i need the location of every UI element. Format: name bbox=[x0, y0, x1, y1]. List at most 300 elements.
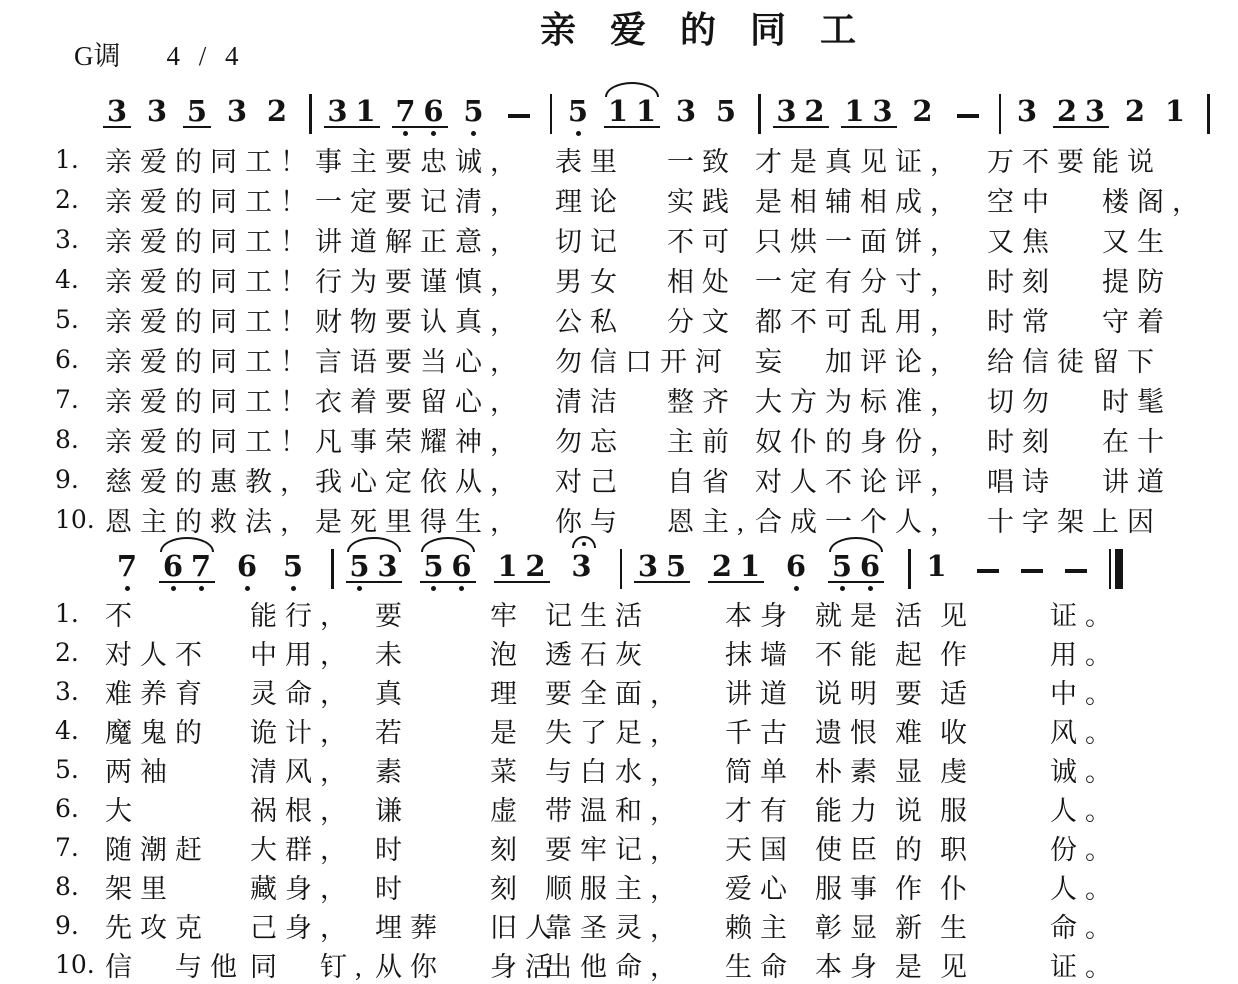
lyric-segment: 亲爱的同工！衣着要留心， bbox=[105, 386, 525, 417]
lyric-segment: 灵命， bbox=[250, 679, 355, 709]
octave-dot bbox=[460, 128, 488, 139]
slur-arc bbox=[829, 537, 883, 552]
octave-dot-empty bbox=[909, 128, 937, 139]
jianpu-note: 6 bbox=[236, 549, 258, 583]
octave-dot bbox=[279, 583, 307, 594]
note-row bbox=[604, 96, 660, 128]
jianpu-note: 1 bbox=[926, 549, 947, 583]
lyric-segment: 生 bbox=[940, 913, 975, 943]
lyric-segment: 时髦 bbox=[1102, 386, 1172, 417]
verse-row bbox=[0, 259, 1238, 299]
jianpu-note: 5 bbox=[831, 549, 853, 583]
lyric-segment: 作 bbox=[895, 874, 930, 904]
verse-row bbox=[0, 419, 1238, 459]
lyric-segment: 旧人 bbox=[490, 913, 560, 943]
lyric-segment: 出他命， bbox=[545, 952, 685, 982]
lyric-segment: 要全面， bbox=[545, 679, 685, 709]
note-row bbox=[708, 551, 764, 583]
lyric-segment: 作 bbox=[940, 640, 975, 670]
lyric-segment: 万不要能说 bbox=[987, 146, 1162, 177]
note-group bbox=[923, 539, 951, 594]
note-row bbox=[279, 551, 307, 583]
note-row bbox=[773, 96, 829, 128]
jianpu-note: 3 bbox=[872, 94, 893, 128]
lyric-segment: 生命 bbox=[725, 952, 795, 982]
lyric-segment: 失了足， bbox=[545, 718, 685, 748]
lyric-segment: 提防 bbox=[1102, 266, 1172, 297]
verse-number: 9. bbox=[55, 464, 79, 494]
note-group bbox=[564, 84, 592, 139]
verse-number: 7. bbox=[55, 833, 79, 862]
lyric-segment: 从你 bbox=[375, 952, 445, 982]
octave-dot-row bbox=[564, 128, 592, 139]
verse-row bbox=[0, 945, 1238, 984]
jianpu-note: 1 bbox=[355, 94, 376, 128]
lyric-segment: 时常 bbox=[987, 306, 1057, 337]
octave-dot bbox=[159, 583, 187, 594]
octave-dot-row bbox=[568, 583, 596, 594]
jianpu-note: 5 bbox=[423, 549, 444, 583]
note-group bbox=[279, 539, 307, 594]
lyric-segment: 整齐 bbox=[667, 386, 737, 417]
octave-dot bbox=[233, 583, 261, 594]
octave-dot-row bbox=[782, 583, 810, 594]
lyric-segment: 相处 bbox=[667, 266, 737, 297]
octave-dot bbox=[392, 128, 420, 139]
note-group bbox=[159, 539, 215, 594]
lyric-segment: 大群， bbox=[250, 835, 355, 865]
lyric-segment: 亲爱的同工！讲道解正意， bbox=[105, 226, 525, 257]
note-group bbox=[392, 84, 448, 139]
melody-line-2 bbox=[113, 539, 1238, 594]
verse-row bbox=[0, 139, 1238, 179]
jianpu-note: 3 bbox=[568, 551, 596, 581]
octave-dot bbox=[782, 583, 810, 594]
lyric-segment: 勿忘 bbox=[555, 426, 625, 457]
octave-dot-row bbox=[1161, 128, 1189, 139]
slur-arc bbox=[347, 537, 401, 552]
slur-arc bbox=[160, 537, 214, 552]
song-title: 亲爱的同工 bbox=[540, 10, 891, 50]
octave-dot-empty bbox=[103, 128, 131, 139]
octave-dot-empty bbox=[672, 128, 700, 139]
lyric-segment: 职 bbox=[940, 835, 975, 865]
octave-dot-empty bbox=[223, 128, 251, 139]
lyric-segment: 谦 bbox=[375, 796, 410, 826]
lyric-segment: 活 bbox=[895, 601, 930, 631]
octave-dot-row bbox=[1121, 128, 1149, 139]
octave-dot-row bbox=[828, 583, 884, 594]
jianpu-note: 1 bbox=[739, 549, 761, 583]
jianpu-note: 3 bbox=[377, 549, 398, 583]
lyric-segment: 若 bbox=[375, 718, 410, 748]
lyric-segment: 奴仆的身份， bbox=[755, 426, 965, 457]
lyric-segment: 妄 加评论， bbox=[755, 346, 965, 377]
octave-dot-empty bbox=[1013, 128, 1041, 139]
verse-number: 8. bbox=[55, 424, 79, 454]
lyric-segment: 空中 bbox=[987, 186, 1057, 217]
note-row bbox=[346, 551, 402, 583]
lyric-segment: 实践 bbox=[667, 186, 737, 217]
lyric-segment: 藏身， bbox=[250, 874, 355, 904]
lyric-segment: 只烘一面饼， bbox=[755, 226, 965, 257]
lyric-segment: 主前 bbox=[667, 426, 737, 457]
note-row bbox=[103, 96, 131, 128]
note-row bbox=[392, 96, 448, 128]
lyric-segment: 爱心 bbox=[725, 874, 795, 904]
octave-dot-row bbox=[183, 128, 211, 139]
jianpu-note: 6 bbox=[162, 549, 184, 583]
octave-dot-row bbox=[143, 128, 171, 139]
octave-dot-row bbox=[113, 583, 141, 594]
octave-dot bbox=[564, 128, 592, 139]
final-barline bbox=[1109, 549, 1124, 589]
octave-dot-empty bbox=[1121, 128, 1149, 139]
key-signature: G调 bbox=[74, 41, 121, 71]
octave-dot-row bbox=[923, 583, 951, 594]
lyric-segment: 诚。 bbox=[1050, 757, 1120, 787]
octave-dot bbox=[420, 583, 448, 594]
verse-row bbox=[0, 179, 1238, 219]
octave-dot-empty bbox=[634, 583, 662, 594]
jianpu-note: 5 bbox=[665, 549, 687, 583]
lyric-segment: 真 bbox=[375, 679, 410, 709]
verse-number: 2. bbox=[55, 638, 79, 667]
lyric-segment: 切勿 bbox=[987, 386, 1057, 417]
octave-dot-empty bbox=[263, 128, 291, 139]
jianpu-note: 7 bbox=[116, 549, 138, 583]
lyric-segment: 又焦 bbox=[987, 226, 1057, 257]
octave-dot-empty bbox=[604, 128, 632, 139]
octave-dot-row bbox=[103, 128, 131, 139]
lyric-segment: 适 bbox=[940, 679, 975, 709]
barline bbox=[309, 94, 312, 134]
lyric-segment: 时 bbox=[375, 835, 410, 865]
verse-row bbox=[0, 499, 1238, 539]
lyric-segment: 亲爱的同工！行为要谨慎， bbox=[105, 266, 525, 297]
lyric-segment: 大方为标准， bbox=[755, 386, 965, 417]
lyric-segment: 给信徒留下 bbox=[987, 346, 1162, 377]
jianpu-note: 2 bbox=[1056, 94, 1078, 128]
octave-dot-row bbox=[279, 583, 307, 594]
octave-dot-row bbox=[233, 583, 261, 594]
lyric-segment: 对己 bbox=[555, 466, 625, 497]
verse-number: 2. bbox=[55, 184, 79, 214]
octave-dot-row bbox=[494, 583, 550, 594]
lyric-segment: 是相辅相成， bbox=[755, 186, 965, 217]
verse-number: 1. bbox=[55, 599, 79, 628]
note-row bbox=[1161, 96, 1189, 128]
note-group bbox=[183, 84, 211, 139]
time-signature: 4 / 4 bbox=[166, 41, 245, 71]
lyric-segment: 随潮赶 bbox=[105, 835, 210, 865]
lyric-segment: 时刻 bbox=[987, 266, 1057, 297]
note-row bbox=[568, 551, 596, 583]
jianpu-note: 5 bbox=[282, 549, 304, 583]
octave-dot-empty bbox=[708, 583, 736, 594]
octave-dot-empty bbox=[841, 128, 869, 139]
lyric-segment: 能力 bbox=[815, 796, 885, 826]
note-row bbox=[672, 96, 700, 128]
verse-number: 5. bbox=[55, 304, 79, 334]
note-row bbox=[233, 551, 261, 583]
jianpu-note: 2 bbox=[266, 94, 288, 128]
verse-number: 3. bbox=[55, 677, 79, 706]
jianpu-note: 5 bbox=[463, 94, 484, 128]
lyric-segment: 起 bbox=[895, 640, 930, 670]
lyric-segment: 大 bbox=[105, 796, 140, 826]
note-group bbox=[782, 539, 810, 594]
note-group bbox=[103, 84, 131, 139]
lyric-segment: 中用， bbox=[250, 640, 355, 670]
jianpu-note: 3 bbox=[637, 549, 659, 583]
lyric-segment: 彰显 bbox=[815, 913, 885, 943]
octave-dot-empty bbox=[1081, 128, 1109, 139]
lyric-segment: 才有 bbox=[725, 796, 795, 826]
note-row bbox=[634, 551, 690, 583]
note-row bbox=[828, 551, 884, 583]
octave-dot bbox=[420, 128, 448, 139]
jianpu-note: 2 bbox=[1124, 94, 1146, 128]
lyric-segment: 亲爱的同工！财物要认真， bbox=[105, 306, 525, 337]
lyric-segment: 份。 bbox=[1050, 835, 1120, 865]
lyric-segment: 人。 bbox=[1050, 874, 1120, 904]
lyric-segment: 收 bbox=[940, 718, 975, 748]
jianpu-note: 1 bbox=[497, 549, 518, 583]
note-group bbox=[460, 84, 488, 139]
lyric-segment: 楼阁， bbox=[1102, 186, 1207, 217]
lyric-segment: 赖主 bbox=[725, 913, 795, 943]
lyric-segment: 能行， bbox=[250, 601, 355, 631]
jianpu-note: 2 bbox=[711, 549, 733, 583]
note-group bbox=[672, 84, 700, 139]
lyric-segment: 证。 bbox=[1050, 952, 1120, 982]
octave-dot-empty bbox=[923, 583, 951, 594]
lyric-segment: 对人不论评， bbox=[755, 466, 965, 497]
lyric-segment: 一定有分寸， bbox=[755, 266, 965, 297]
verse-row bbox=[0, 672, 1238, 711]
note-row bbox=[143, 96, 171, 128]
lyric-segment: 公私 bbox=[555, 306, 625, 337]
lyric-segment: 抹墙 bbox=[725, 640, 795, 670]
lyric-segment: 服 bbox=[940, 796, 975, 826]
jianpu-note: 3 bbox=[226, 94, 248, 128]
verse-row bbox=[0, 828, 1238, 867]
octave-dot-row bbox=[420, 583, 476, 594]
note-row bbox=[460, 96, 488, 128]
lyric-segment: 要 bbox=[895, 679, 930, 709]
final-barline-thin bbox=[1109, 549, 1112, 589]
verse-number: 4. bbox=[55, 264, 79, 294]
verse-number: 9. bbox=[55, 911, 79, 940]
jianpu-note: 7 bbox=[395, 94, 416, 128]
lyric-segment: 要牢记， bbox=[545, 835, 685, 865]
jianpu-note: 5 bbox=[567, 94, 589, 128]
barline bbox=[620, 549, 623, 589]
lyric-segment: 刻 bbox=[490, 835, 525, 865]
final-barline-thick bbox=[1115, 549, 1123, 589]
lyric-segment: 亲爱的同工！凡事荣耀神， bbox=[105, 426, 525, 457]
lyric-segment: 诡计， bbox=[250, 718, 355, 748]
jianpu-note: 3 bbox=[1084, 94, 1106, 128]
note-group bbox=[324, 84, 380, 139]
lyric-segment: 一致 bbox=[667, 146, 737, 177]
lyric-segment: 虔 bbox=[940, 757, 975, 787]
jianpu-note: 6 bbox=[785, 549, 807, 583]
note-group bbox=[263, 84, 291, 139]
note-group bbox=[1161, 84, 1189, 139]
lyric-segment: 天国 bbox=[725, 835, 795, 865]
note-row bbox=[324, 96, 380, 128]
lyric-segment: 中。 bbox=[1050, 679, 1120, 709]
barline bbox=[758, 94, 761, 134]
lyric-segment: 己身， bbox=[250, 913, 355, 943]
lyric-segment: 亲爱的同工！一定要记清， bbox=[105, 186, 525, 217]
octave-dot-empty bbox=[183, 128, 211, 139]
jianpu-note: 6 bbox=[451, 549, 472, 583]
jianpu-note: 1 bbox=[844, 94, 865, 128]
barline bbox=[331, 549, 334, 589]
octave-dot-row bbox=[634, 583, 690, 594]
lyric-segment: 见 bbox=[940, 952, 975, 982]
lyric-segment: 透石灰 bbox=[545, 640, 650, 670]
jianpu-note: 3 bbox=[675, 94, 697, 128]
lyric-segment: 见 bbox=[940, 601, 975, 631]
lyric-segment: 男女 bbox=[555, 266, 625, 297]
octave-dot-empty bbox=[324, 128, 352, 139]
lyric-segment: 才是真见证， bbox=[755, 146, 965, 177]
lyric-segment: 恩主的救法，是死里得生， bbox=[105, 506, 525, 537]
verse-number: 7. bbox=[55, 384, 79, 414]
octave-dot-empty bbox=[143, 128, 171, 139]
lyric-segment: 难 bbox=[895, 718, 930, 748]
note-group bbox=[346, 539, 402, 594]
lyric-segment: 证。 bbox=[1050, 601, 1120, 631]
note-row bbox=[712, 96, 740, 128]
lyric-segment: 刻 bbox=[490, 874, 525, 904]
lyric-segment: 埋葬 bbox=[375, 913, 445, 943]
octave-dot bbox=[856, 583, 884, 594]
jianpu-note: 3 bbox=[106, 94, 128, 128]
lyric-segment: 千古 bbox=[725, 718, 795, 748]
verse-row bbox=[0, 379, 1238, 419]
note-group bbox=[223, 84, 251, 139]
lyric-segment: 说 bbox=[895, 796, 930, 826]
verses-section-1 bbox=[0, 139, 1238, 539]
lyric-segment: 魔鬼的 bbox=[105, 718, 210, 748]
note-group bbox=[634, 539, 690, 594]
lyric-segment: 说明 bbox=[815, 679, 885, 709]
note-row bbox=[1013, 96, 1041, 128]
duration-dash bbox=[1065, 569, 1087, 573]
octave-dot-empty bbox=[773, 128, 801, 139]
page-header bbox=[0, 0, 1238, 84]
barline bbox=[550, 94, 553, 134]
lyric-segment: 牢 bbox=[490, 601, 525, 631]
verse-row bbox=[0, 750, 1238, 789]
lyric-segment: 菜 bbox=[490, 757, 525, 787]
octave-dot-empty bbox=[352, 128, 380, 139]
lyric-segment: 命。 bbox=[1050, 913, 1120, 943]
note-row bbox=[223, 96, 251, 128]
octave-dot-row bbox=[909, 128, 937, 139]
verse-number: 8. bbox=[55, 872, 79, 901]
verse-number: 6. bbox=[55, 794, 79, 823]
lyric-segment: 不 bbox=[105, 601, 140, 631]
note-group bbox=[1121, 84, 1149, 139]
octave-dot-empty bbox=[632, 128, 660, 139]
octave-dot-row bbox=[672, 128, 700, 139]
lyric-segment: 先攻克 bbox=[105, 913, 210, 943]
verse-row bbox=[0, 867, 1238, 906]
note-group bbox=[113, 539, 141, 594]
note-group bbox=[841, 84, 897, 139]
verse-row bbox=[0, 459, 1238, 499]
octave-dot-empty bbox=[736, 583, 764, 594]
jianpu-note: 2 bbox=[525, 549, 546, 583]
note-row bbox=[420, 551, 476, 583]
lyric-segment: 理论 bbox=[555, 186, 625, 217]
lyric-segment: 未 bbox=[375, 640, 410, 670]
lyric-segment: 本身 bbox=[815, 952, 885, 982]
lyric-segment: 表里 bbox=[555, 146, 625, 177]
lyric-segment: 清洁 bbox=[555, 386, 625, 417]
octave-dot-empty bbox=[869, 128, 897, 139]
note-group bbox=[708, 539, 764, 594]
lyric-segment: 十字架上因 bbox=[987, 506, 1162, 537]
verse-row bbox=[0, 789, 1238, 828]
octave-dot-row bbox=[263, 128, 291, 139]
lyric-segment: 遗恨 bbox=[815, 718, 885, 748]
lyric-segment: 两袖 bbox=[105, 757, 175, 787]
verse-number: 4. bbox=[55, 716, 79, 745]
lyric-segment: 与白水， bbox=[545, 757, 685, 787]
lyric-segment: 讲道 bbox=[725, 679, 795, 709]
lyric-segment: 就是 bbox=[815, 601, 885, 631]
lyric-segment: 是 bbox=[895, 952, 930, 982]
note-group bbox=[828, 539, 884, 594]
key-time-signature bbox=[74, 34, 245, 73]
note-group bbox=[909, 84, 937, 139]
jianpu-note: 6 bbox=[859, 549, 881, 583]
note-group bbox=[773, 84, 829, 139]
jianpu-note: 7 bbox=[190, 549, 212, 583]
note-row bbox=[494, 551, 550, 583]
lyric-segment: 人。 bbox=[1050, 796, 1120, 826]
note-group bbox=[1013, 84, 1041, 139]
duration-dash bbox=[508, 114, 530, 118]
octave-dot-empty bbox=[662, 583, 690, 594]
note-row bbox=[1121, 96, 1149, 128]
jianpu-note: 3 bbox=[327, 94, 348, 128]
octave-dot-row bbox=[223, 128, 251, 139]
octave-dot-row bbox=[1013, 128, 1041, 139]
lyric-segment: 服事 bbox=[815, 874, 885, 904]
lyric-segment: 记生活 bbox=[545, 601, 650, 631]
octave-dot-row bbox=[1053, 128, 1109, 139]
slur-arc bbox=[605, 82, 659, 97]
lyric-segment: 使臣 bbox=[815, 835, 885, 865]
lyric-segment: 仆 bbox=[940, 874, 975, 904]
note-row bbox=[564, 96, 592, 128]
lyric-segment: 亲爱的同工！事主要忠诚， bbox=[105, 146, 525, 177]
note-group bbox=[712, 84, 740, 139]
note-group bbox=[494, 539, 550, 594]
octave-dot-empty bbox=[494, 583, 522, 594]
note-row bbox=[909, 96, 937, 128]
lyric-segment: 新 bbox=[895, 913, 930, 943]
lyric-segment: 在十 bbox=[1102, 426, 1172, 457]
